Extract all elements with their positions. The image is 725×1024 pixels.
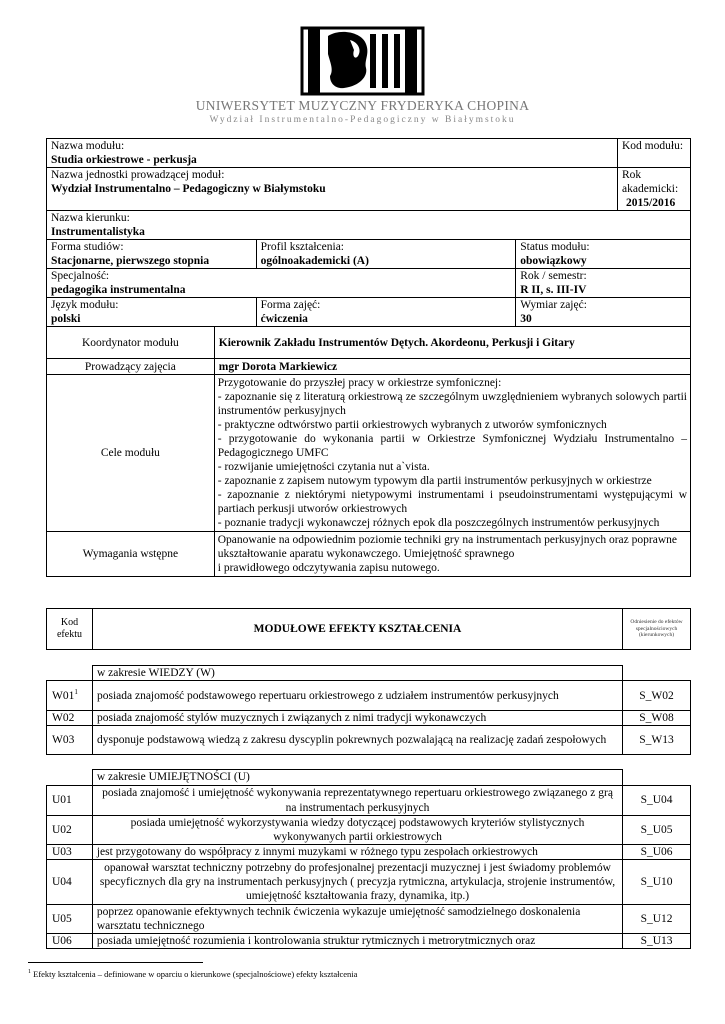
table-row (47, 816, 691, 845)
academic-year: 2015/2016 (626, 197, 676, 210)
goals (214, 375, 690, 532)
effect-ref: S_U04 (623, 786, 691, 816)
effect-ref: S_W08 (623, 711, 691, 726)
class-form: ćwiczenia (260, 313, 308, 326)
profile: ogólnoakademicki (A) (260, 255, 369, 268)
chopin-logo-icon (300, 26, 425, 96)
knowledge-caption: w zakresie WIEDZY (W) (92, 666, 622, 681)
teacher-label: Prowadzący zajęcia (47, 359, 215, 375)
effect-text: posiada umiejętność rozumienia i kontrolowania struktur rytmicznych i metrorytmicznych oraz (92, 934, 622, 949)
university-logo (0, 26, 725, 100)
prereq-line: Opanowanie na odpowiednim poziomie techniki gry na instrumentach perkusyjnych oraz poprawne ukształtowanie aparatu wykonawczego. Umiejętność sprawnego (217, 534, 677, 561)
effect-text: opanował warsztat techniczny potrzebny do profesjonalnej prezentacji muzycznej i jest świadomy problemów specyficznych dla gry na instrumentach perkusyjnych ( precyzja rytmiczna, artykulacja, strojenie instrumentów, umiejętność kształtowania frazy, dynamika, itp.) (92, 860, 622, 905)
effect-code: W03 (47, 726, 93, 755)
effect-code: U04 (47, 860, 93, 905)
skills-table (46, 769, 691, 949)
effect-ref-header: Odniesienie do efektów specjalnościowych (kierunkowych) (623, 609, 691, 650)
effect-text: posiada znajomość podstawowego repertuaru orkiestrowego z udziałem instrumentów perkusyjnych (92, 681, 622, 711)
effect-code: U06 (47, 934, 93, 949)
module-name: Studia orkiestrowe - perkusja (51, 154, 197, 167)
table-row (47, 786, 691, 816)
effect-ref: S_W02 (623, 681, 691, 711)
university-name: UNIWERSYTET MUZYCZNY FRYDERYKA CHOPINA (195, 98, 530, 113)
effect-code: U03 (47, 845, 93, 860)
effect-text: posiada znajomość i umiejętność wykonywania reprezentatywnego repertuaru orkiestrowego związanego z grą na instrumentach perkusyjnych (92, 786, 622, 816)
effect-text: dysponuje podstawową wiedzą z zakresu dyscyplin pokrewnych pozwalającą na realizację zadań zespołowych (92, 726, 622, 755)
study-form: Stacjonarne, pierwszego stopnia (51, 255, 210, 268)
module-code-cell: Kod modułu: (618, 139, 691, 168)
prereq-label: Wymagania wstępne (47, 532, 215, 577)
goal-line: - zapoznanie się z literaturą orkiestrową ze szczególnym uwzględnieniem wybranych solowych partii instrumentów perkusyjnych (217, 391, 687, 418)
unit-cell: Nazwa jednostki prowadzącej moduł: Wydział Instrumentalno – Pedagogiczny w Białymstoku (47, 168, 618, 211)
table-row (47, 934, 691, 949)
skills-caption: w zakresie UMIEJĘTNOŚCI (U) (92, 770, 622, 786)
effect-ref: S_W13 (623, 726, 691, 755)
effect-code: U05 (47, 905, 93, 934)
field-name: Instrumentalistyka (51, 226, 145, 239)
goal-line: - przygotowanie do wykonania partii w Orkiestrze Symfonicznej Wydziału Instrumentalno – Pedagogicznego UMFC (217, 433, 687, 460)
effect-code: U02 (47, 816, 93, 845)
table-row (47, 681, 691, 711)
effect-ref: S_U13 (623, 934, 691, 949)
effect-text: poprzez opanowanie efektywnych technik ćwiczenia wykazuje umiejętność samodzielnego doskonalenia warsztatu technicznego (92, 905, 622, 934)
table-row (47, 845, 691, 860)
effect-text: posiada umiejętność wykorzystywania wiedzy dotyczącej podstawowych kryteriów stylistycznych wykonywanych partii orkiestrowych (92, 816, 622, 845)
goal-line: - poznanie tradycji wykonawczej różnych epok dla poszczególnych instrumentów perkusyjnych (217, 517, 660, 530)
effects-title: MODUŁOWE EFEKTY KSZTAŁCENIA (92, 609, 622, 650)
prereq-line: i prawidłowego odczytywania zapisu nutowego. (217, 562, 440, 575)
prerequisites (214, 532, 690, 577)
goal-line: Przygotowanie do przyszłej pracy w orkiestrze symfonicznej: (217, 377, 502, 390)
status-cell: Status modułu: obowiązkowy (516, 240, 691, 269)
unit-name: Wydział Instrumentalno – Pedagogiczny w Białymstoku (51, 183, 326, 196)
footnote: $^1$ Efekty kształcenia – definiowane w oparciu o kierunkowe (specjalnościowe) efekty kształcenia (28, 969, 358, 979)
module-status: obowiązkowy (520, 255, 587, 268)
specialty-cell: Specjalność: pedagogika instrumentalna (47, 269, 516, 298)
department-name: Wydział Instrumentalno-Pedagogiczny w Białymstoku (209, 115, 516, 125)
effects-header-table (46, 608, 691, 650)
language-cell: Język modułu: polski (47, 298, 257, 327)
semester-cell: Rok / semestr: R II, s. III-IV (516, 269, 691, 298)
goal-line: - praktyczne odtwórstwo partii orkiestrowych wybranych z utworów symfonicznych (217, 419, 607, 432)
table-row (47, 726, 691, 755)
effect-ref: S_U10 (623, 860, 691, 905)
semester: R II, s. III-IV (520, 284, 587, 297)
module-name-cell: Nazwa modułu: Studia orkiestrowe - perkusja (47, 139, 618, 168)
coordinator: Kierownik Zakładu Instrumentów Dętych. Akordeonu, Perkusji i Gitary (214, 327, 690, 359)
effect-code: U01 (47, 786, 93, 816)
goal-line: - rozwijanie umiejętności czytania nut a`vista. (217, 461, 430, 474)
table-row (47, 905, 691, 934)
effect-ref: S_U05 (623, 816, 691, 845)
hours: 30 (520, 313, 532, 326)
field-cell: Nazwa kierunku: Instrumentalistyka (47, 211, 691, 240)
academic-year-cell: Rok akademicki: 2015/2016 (618, 168, 691, 211)
goals-label: Cele modułu (47, 375, 215, 532)
table-row (47, 860, 691, 905)
effect-code: W02 (47, 711, 93, 726)
footnote-divider (28, 962, 203, 963)
hours-cell: Wymiar zajęć: 30 (516, 298, 691, 327)
module-info-table (46, 138, 691, 577)
class-form-cell: Forma zajęć: ćwiczenia (256, 298, 516, 327)
knowledge-table (46, 665, 691, 755)
table-row (47, 711, 691, 726)
goal-line: - zapoznanie z zapisem nutowym typowym dla partii instrumentów perkusyjnych w orkiestrze (217, 475, 652, 488)
goal-line: - zapoznanie z niektórymi nietypowymi instrumentami i pseudoinstrumentami występującymi w partiach perkusji utworów orkiestrowych (217, 489, 687, 516)
effect-code-header: Kod efektu (47, 609, 93, 650)
effect-text: posiada znajomość stylów muzycznych i związanych z nimi tradycji wykonawczych (92, 711, 622, 726)
profile-cell: Profil kształcenia: ogólnoakademicki (A) (256, 240, 516, 269)
effect-text: jest przygotowany do współpracy z innymi muzykami w różnego typu zespołach orkiestrowych (92, 845, 622, 860)
language: polski (51, 313, 81, 326)
specialty: pedagogika instrumentalna (51, 284, 186, 297)
effect-code: $W01^1$ (47, 681, 93, 711)
effect-ref: S_U06 (623, 845, 691, 860)
coordinator-label: Koordynator modułu (47, 327, 215, 359)
study-form-cell: Forma studiów: Stacjonarne, pierwszego stopnia (47, 240, 257, 269)
teacher: mgr Dorota Markiewicz (214, 359, 690, 375)
effect-ref: S_U12 (623, 905, 691, 934)
